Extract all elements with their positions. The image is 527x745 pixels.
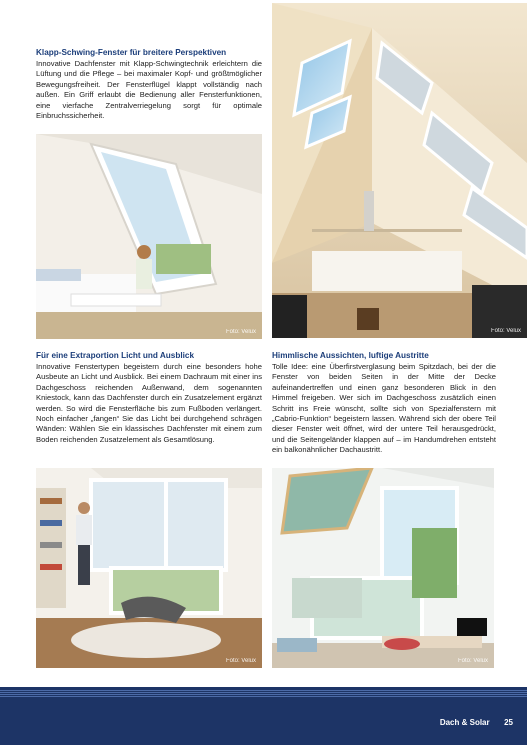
photo-credit: Foto: Velux — [225, 329, 256, 335]
article-heading-1: Klapp-Schwing-Fenster für breitere Perspektiven — [36, 48, 227, 57]
article-heading-2: Für eine Extraportion Licht und Ausblick — [36, 351, 195, 360]
photo-bedroom-window — [36, 134, 262, 339]
article-body-1: Innovative Dachfenster mit Klapp-Schwingtechnik erleichtern die Lüftung und die Pflege – bei maximaler Kopf- und größtmöglicher Bewegungsfreiheit. Der Fensterflügel klappt vollständig nach außen. Ein Griff erlaubt die Bedienung aller Fensterfunktionen, eine vierfache Zentralverriegelung sorgt für optimale Einbruchssicherheit. — [36, 59, 262, 121]
photo-credit: Foto: Velux — [490, 328, 521, 334]
photo-cabrio-window — [272, 468, 494, 668]
footer-page-info — [440, 718, 513, 727]
article-body-2: Innovative Fenstertypen begeistern durch eine besonders hohe Ausbeute an Licht und Ausblick. Bei einem Dachraum mit einer ins Dachgeschoss reichenden Außenwand, dem sogenannten Kniestock, kann das Dachfenster durch ein Zusatzelement ergänzt werden. So wird die Fensterfläche bis zum Fußboden verlängert. Noch einfacher „fangen“ Sie das Licht bei durchgehend schrägen Wänden: Wählen Sie ein klassisches Dachfenster mit einem zum Boden reichenden Zusatzelement als Gesamtlösung. — [36, 362, 262, 444]
footer-stripes — [0, 690, 527, 698]
article-body-3: Tolle Idee: eine Überfirstverglasung beim Spitzdach, bei der die Fenster von beiden Seiten in der Mitte der Decke aufeinandertreffen und einen ganz besonderen Blick in den Himmel freigeben. Wer sich im Dachgeschoss zusätzlich einen Schritt ins Freie wünscht, sollte sich von Spezialfenstern mit „Cabrio-Funktion“ begeistern lassen. Während sich der obere Teil dieser Fenster weit öffnet, wird der untere Teil herausgedrückt, und die Seitengeländer klappen auf – im Handumdrehen entsteht ein balkonähnlicher Dachaustritt. — [272, 362, 496, 455]
photo-living-room-lounge — [36, 468, 262, 668]
photo-credit: Foto: Velux — [225, 658, 256, 664]
page-number: 25 — [504, 718, 513, 727]
article-heading-3: Himmlische Aussichten, luftige Austritte — [272, 351, 429, 360]
footer-label: Dach & Solar — [439, 718, 490, 727]
photo-credit: Foto: Velux — [457, 658, 488, 664]
photo-attic-ridge-windows — [272, 3, 527, 338]
